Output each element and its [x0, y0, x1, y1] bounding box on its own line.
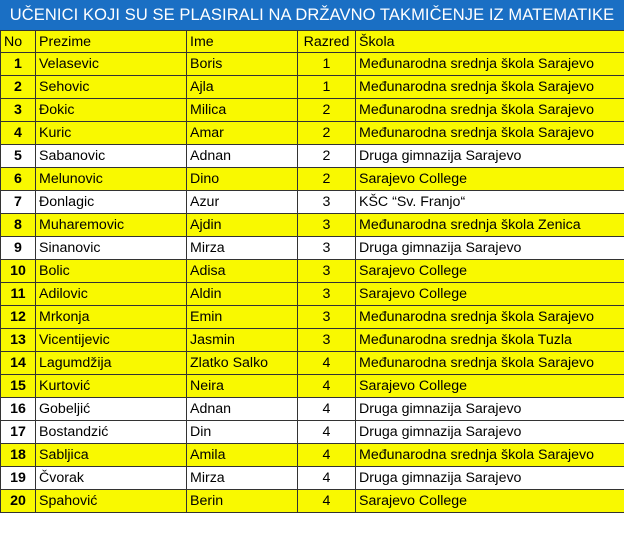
table-row	[1, 122, 624, 145]
cell-skola: Međunarodna srednja škola Sarajevo	[356, 122, 624, 145]
cell-skola: Druga gimnazija Sarajevo	[356, 421, 624, 444]
cell-prezime: Lagumdžija	[36, 352, 187, 375]
table-row	[1, 444, 624, 467]
table-row	[1, 375, 624, 398]
cell-skola: Druga gimnazija Sarajevo	[356, 398, 624, 421]
cell-skola: Međunarodna srednja škola Tuzla	[356, 329, 624, 352]
table-row	[1, 283, 624, 306]
cell-no: 13	[1, 329, 36, 352]
table-row	[1, 352, 624, 375]
cell-ime: Dino	[187, 168, 298, 191]
cell-ime: Adisa	[187, 260, 298, 283]
cell-razred: 2	[298, 99, 356, 122]
cell-prezime: Bolic	[36, 260, 187, 283]
cell-ime: Ajla	[187, 76, 298, 99]
cell-ime: Aldin	[187, 283, 298, 306]
cell-prezime: Gobeljić	[36, 398, 187, 421]
cell-razred: 3	[298, 191, 356, 214]
table-row	[1, 490, 624, 513]
cell-ime: Amila	[187, 444, 298, 467]
cell-skola: Druga gimnazija Sarajevo	[356, 145, 624, 168]
cell-skola: Sarajevo College	[356, 260, 624, 283]
cell-razred: 4	[298, 352, 356, 375]
cell-skola: Druga gimnazija Sarajevo	[356, 467, 624, 490]
cell-skola: Međunarodna srednja škola Sarajevo	[356, 99, 624, 122]
cell-no: 6	[1, 168, 36, 191]
cell-skola: Međunarodna srednja škola Sarajevo	[356, 53, 624, 76]
cell-no: 3	[1, 99, 36, 122]
cell-razred: 4	[298, 444, 356, 467]
table-row	[1, 76, 624, 99]
header-ime: Ime	[187, 31, 298, 53]
cell-razred: 4	[298, 375, 356, 398]
cell-prezime: Kurtović	[36, 375, 187, 398]
table-row	[1, 168, 624, 191]
cell-no: 12	[1, 306, 36, 329]
cell-no: 5	[1, 145, 36, 168]
table-row	[1, 260, 624, 283]
table-row	[1, 467, 624, 490]
cell-ime: Zlatko Salko	[187, 352, 298, 375]
cell-razred: 3	[298, 329, 356, 352]
table-row	[1, 214, 624, 237]
table-row	[1, 398, 624, 421]
cell-ime: Neira	[187, 375, 298, 398]
cell-no: 8	[1, 214, 36, 237]
cell-no: 10	[1, 260, 36, 283]
cell-razred: 4	[298, 490, 356, 513]
cell-skola: Međunarodna srednja škola Zenica	[356, 214, 624, 237]
cell-prezime: Spahović	[36, 490, 187, 513]
cell-no: 16	[1, 398, 36, 421]
table-row	[1, 53, 624, 76]
cell-skola: Međunarodna srednja škola Sarajevo	[356, 76, 624, 99]
header-razred: Razred	[298, 31, 356, 53]
cell-no: 9	[1, 237, 36, 260]
cell-ime: Azur	[187, 191, 298, 214]
cell-ime: Milica	[187, 99, 298, 122]
cell-skola: Sarajevo College	[356, 375, 624, 398]
cell-no: 14	[1, 352, 36, 375]
cell-razred: 4	[298, 467, 356, 490]
cell-prezime: Velasevic	[36, 53, 187, 76]
cell-prezime: Sabanovic	[36, 145, 187, 168]
cell-skola: Međunarodna srednja škola Sarajevo	[356, 352, 624, 375]
cell-razred: 4	[298, 398, 356, 421]
cell-skola: Međunarodna srednja škola Sarajevo	[356, 306, 624, 329]
cell-prezime: Đokic	[36, 99, 187, 122]
cell-ime: Adnan	[187, 145, 298, 168]
table-row	[1, 306, 624, 329]
table-row	[1, 421, 624, 444]
table-row	[1, 99, 624, 122]
table-row	[1, 191, 624, 214]
cell-skola: Sarajevo College	[356, 283, 624, 306]
cell-razred: 1	[298, 76, 356, 99]
cell-skola: Druga gimnazija Sarajevo	[356, 237, 624, 260]
table-body	[1, 53, 624, 513]
cell-razred: 1	[298, 53, 356, 76]
cell-ime: Berin	[187, 490, 298, 513]
cell-no: 17	[1, 421, 36, 444]
cell-ime: Mirza	[187, 467, 298, 490]
table-title: UČENICI KOJI SU SE PLASIRALI NA DRŽAVNO TAKMIČENJE IZ MATEMATIKE	[0, 0, 624, 30]
cell-prezime: Sabljica	[36, 444, 187, 467]
cell-prezime: Melunovic	[36, 168, 187, 191]
cell-ime: Ajdin	[187, 214, 298, 237]
cell-no: 19	[1, 467, 36, 490]
header-row	[1, 31, 624, 53]
cell-ime: Jasmin	[187, 329, 298, 352]
cell-razred: 3	[298, 260, 356, 283]
cell-prezime: Kuric	[36, 122, 187, 145]
header-skola: Škola	[356, 31, 624, 53]
cell-prezime: Adilovic	[36, 283, 187, 306]
header-prezime: Prezime	[36, 31, 187, 53]
cell-prezime: Čvorak	[36, 467, 187, 490]
cell-no: 4	[1, 122, 36, 145]
cell-razred: 3	[298, 237, 356, 260]
cell-prezime: Mrkonja	[36, 306, 187, 329]
cell-prezime: Đonlagic	[36, 191, 187, 214]
competitors-table	[0, 30, 624, 513]
cell-no: 20	[1, 490, 36, 513]
cell-ime: Mirza	[187, 237, 298, 260]
cell-prezime: Sinanovic	[36, 237, 187, 260]
cell-razred: 3	[298, 306, 356, 329]
cell-skola: Sarajevo College	[356, 168, 624, 191]
cell-razred: 3	[298, 214, 356, 237]
cell-ime: Boris	[187, 53, 298, 76]
cell-no: 7	[1, 191, 36, 214]
cell-skola: Sarajevo College	[356, 490, 624, 513]
cell-prezime: Muharemovic	[36, 214, 187, 237]
cell-ime: Amar	[187, 122, 298, 145]
cell-ime: Emin	[187, 306, 298, 329]
cell-no: 18	[1, 444, 36, 467]
cell-razred: 2	[298, 145, 356, 168]
cell-razred: 2	[298, 168, 356, 191]
header-no: No	[1, 31, 36, 53]
cell-prezime: Vicentijevic	[36, 329, 187, 352]
cell-skola: Međunarodna srednja škola Sarajevo	[356, 444, 624, 467]
cell-ime: Din	[187, 421, 298, 444]
cell-no: 2	[1, 76, 36, 99]
cell-prezime: Sehovic	[36, 76, 187, 99]
cell-ime: Adnan	[187, 398, 298, 421]
cell-prezime: Bostandzić	[36, 421, 187, 444]
cell-razred: 2	[298, 122, 356, 145]
table-row	[1, 329, 624, 352]
table-row	[1, 237, 624, 260]
cell-no: 15	[1, 375, 36, 398]
cell-skola: KŠC “Sv. Franjo“	[356, 191, 624, 214]
cell-no: 11	[1, 283, 36, 306]
cell-razred: 4	[298, 421, 356, 444]
cell-razred: 3	[298, 283, 356, 306]
table-row	[1, 145, 624, 168]
cell-no: 1	[1, 53, 36, 76]
